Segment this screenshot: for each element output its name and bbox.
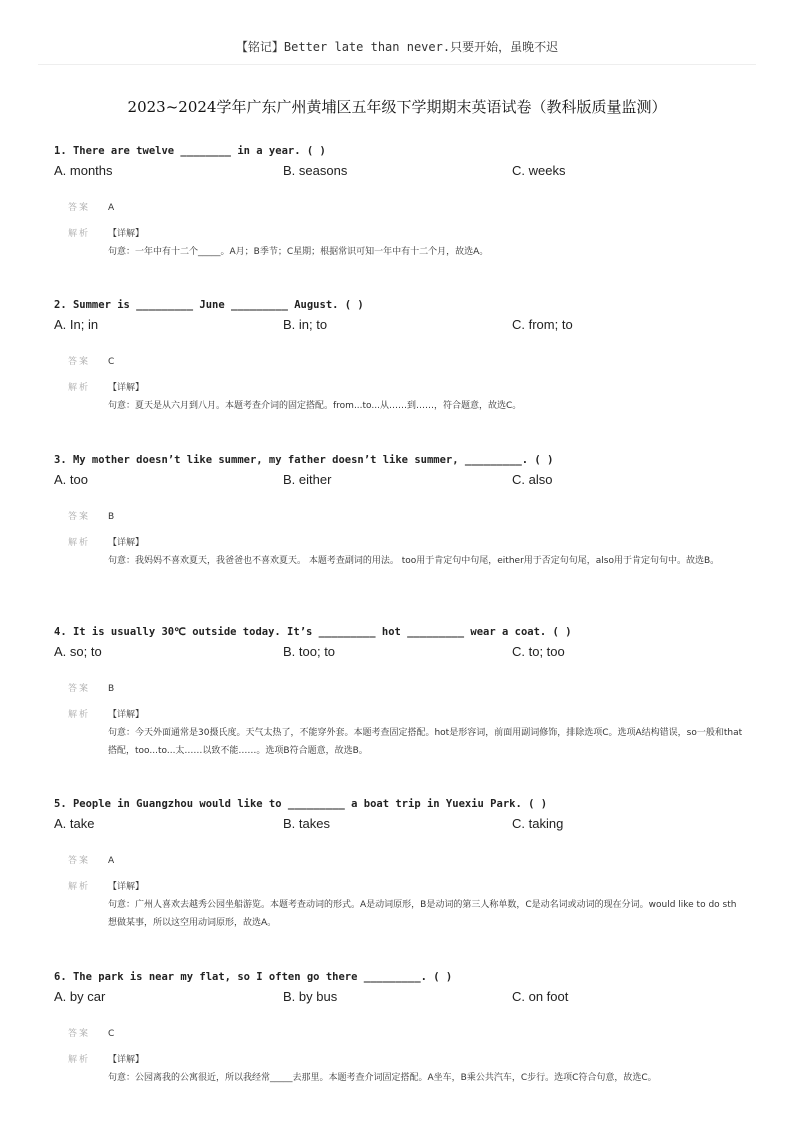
explanation-text: 句意：我妈妈不喜欢夏天，我爸爸也不喜欢夏天。 本题考查副词的用法。 too用于肯定句中句尾，either用于否定句句尾，also用于肯定句句中。故选B。: [108, 556, 720, 566]
detail-tag: 【详解】: [108, 383, 145, 393]
question-stem: 5. People in Guangzhou would like to _________ a boat trip in Yuexiu Park. ( ): [54, 798, 548, 810]
explanation-label: 解析: [68, 229, 91, 239]
answer-value: B: [108, 512, 115, 522]
analysis-block: [68, 680, 744, 760]
header-divider: [38, 64, 756, 65]
detail-tag: 【详解】: [108, 882, 145, 892]
explanation-label: 解析: [68, 538, 91, 548]
option-c: C. on foot: [512, 989, 569, 1004]
analysis-block: [68, 199, 744, 261]
question-4: [54, 624, 744, 760]
explanation-label: 解析: [68, 383, 91, 393]
answer-label: 答案: [68, 357, 91, 367]
explanation-text: 句意：公园离我的公寓很近，所以我经常_____去那里。本题考查介词固定搭配。A坐车，B乘公共汽车，C步行。选项C符合句意，故选C。: [108, 1073, 657, 1083]
option-b: B. in; to: [283, 317, 328, 332]
option-a: A. so; to: [54, 644, 102, 659]
answer-value: C: [108, 1029, 115, 1039]
answer-label: 答案: [68, 203, 91, 213]
answer-value: A: [108, 856, 115, 866]
question-stem: 2. Summer is _________ June _________ August. ( ): [54, 299, 364, 311]
option-b: B. too; to: [283, 644, 336, 659]
option-a: A. In; in: [54, 317, 99, 332]
explanation-row: [68, 225, 744, 261]
explanation-row: [68, 379, 744, 415]
explanation-text: 句意：今天外面通常是30摄氏度。天气太热了，不能穿外套。本题考查固定搭配。hot是形容词，前面用副词修饰，排除选项C。选项A结构错误，so一般和that搭配，too...to...太……以致不能……。选项B符合题意，故选B。: [108, 728, 743, 756]
answer-label: 答案: [68, 1029, 91, 1039]
options-row: [54, 989, 744, 1011]
question-5: [54, 796, 744, 932]
explanation-body: [108, 878, 744, 932]
detail-tag: 【详解】: [108, 1055, 145, 1065]
explanation-text: 句意：广州人喜欢去越秀公园坐船游览。本题考查动词的形式。A是动词原形，B是动词的第三人称单数，C是动名词或动词的现在分词。would like to do sth想做某事，所以这空用动词原形，故选A。: [108, 900, 737, 928]
option-b: B. takes: [283, 816, 330, 831]
option-b: B. either: [283, 472, 332, 487]
explanation-body: [108, 1051, 744, 1087]
options-row: [54, 816, 744, 838]
answer-row: [68, 852, 744, 870]
explanation-body: [108, 225, 744, 261]
options-row: [54, 472, 744, 494]
explanation-row: [68, 1051, 744, 1087]
answer-value: B: [108, 684, 115, 694]
explanation-body: [108, 706, 744, 760]
answer-row: [68, 508, 744, 526]
option-c: C. to; too: [512, 644, 565, 659]
option-a: A. too: [54, 472, 88, 487]
option-c: C. weeks: [512, 163, 566, 178]
question-stem: 6. The park is near my flat, so I often go there _________. ( ): [54, 971, 453, 983]
answer-label: 答案: [68, 684, 91, 694]
explanation-text: 句意：夏天是从六月到八月。本题考查介词的固定搭配。from...to...从……到……，符合题意，故选C。: [108, 401, 522, 411]
question-2: [54, 297, 744, 415]
question-3: [54, 452, 744, 570]
explanation-label: 解析: [68, 882, 91, 892]
detail-tag: 【详解】: [108, 710, 145, 720]
question-stem: 4. It is usually 30℃ outside today. It’s _________ hot _________ wear a coat. ( ): [54, 626, 572, 638]
page-header: [0, 38, 794, 55]
answer-label: 答案: [68, 512, 91, 522]
answer-row: [68, 353, 744, 371]
detail-tag: 【详解】: [108, 538, 145, 548]
detail-tag: 【详解】: [108, 229, 145, 239]
header-motto: 【铭记】Better late than never.只要开始，虽晚不迟: [235, 40, 559, 54]
explanation-text: 句意：一年中有十二个_____。A月；B季节；C星期；根据常识可知一年中有十二个月，故选A。: [108, 247, 489, 257]
option-a: A. by car: [54, 989, 106, 1004]
analysis-block: [68, 852, 744, 932]
option-c: C. also: [512, 472, 553, 487]
question-6: [54, 969, 744, 1087]
option-b: B. seasons: [283, 163, 348, 178]
page-title: 2023~2024学年广东广州黄埔区五年级下学期期末英语试卷（教科版质量监测）: [127, 98, 667, 116]
explanation-label: 解析: [68, 1055, 91, 1065]
explanation-body: [108, 379, 744, 415]
explanation-row: [68, 878, 744, 932]
answer-value: C: [108, 357, 115, 367]
answer-label: 答案: [68, 856, 91, 866]
answer-row: [68, 1025, 744, 1043]
analysis-block: [68, 353, 744, 415]
explanation-row: [68, 534, 744, 570]
answer-value: A: [108, 203, 115, 213]
options-row: [54, 317, 744, 339]
options-row: [54, 163, 744, 185]
options-row: [54, 644, 744, 666]
answer-row: [68, 680, 744, 698]
question-1: [54, 143, 744, 261]
question-stem: 1. There are twelve ________ in a year. ( ): [54, 145, 326, 157]
explanation-label: 解析: [68, 710, 91, 720]
option-b: B. by bus: [283, 989, 338, 1004]
option-c: C. from; to: [512, 317, 573, 332]
answer-row: [68, 199, 744, 217]
explanation-body: [108, 534, 744, 570]
explanation-row: [68, 706, 744, 760]
option-a: A. take: [54, 816, 95, 831]
analysis-block: [68, 1025, 744, 1087]
analysis-block: [68, 508, 744, 570]
option-a: A. months: [54, 163, 113, 178]
option-c: C. taking: [512, 816, 564, 831]
question-stem: 3. My mother doesn’t like summer, my father doesn’t like summer, _________. ( ): [54, 454, 554, 466]
